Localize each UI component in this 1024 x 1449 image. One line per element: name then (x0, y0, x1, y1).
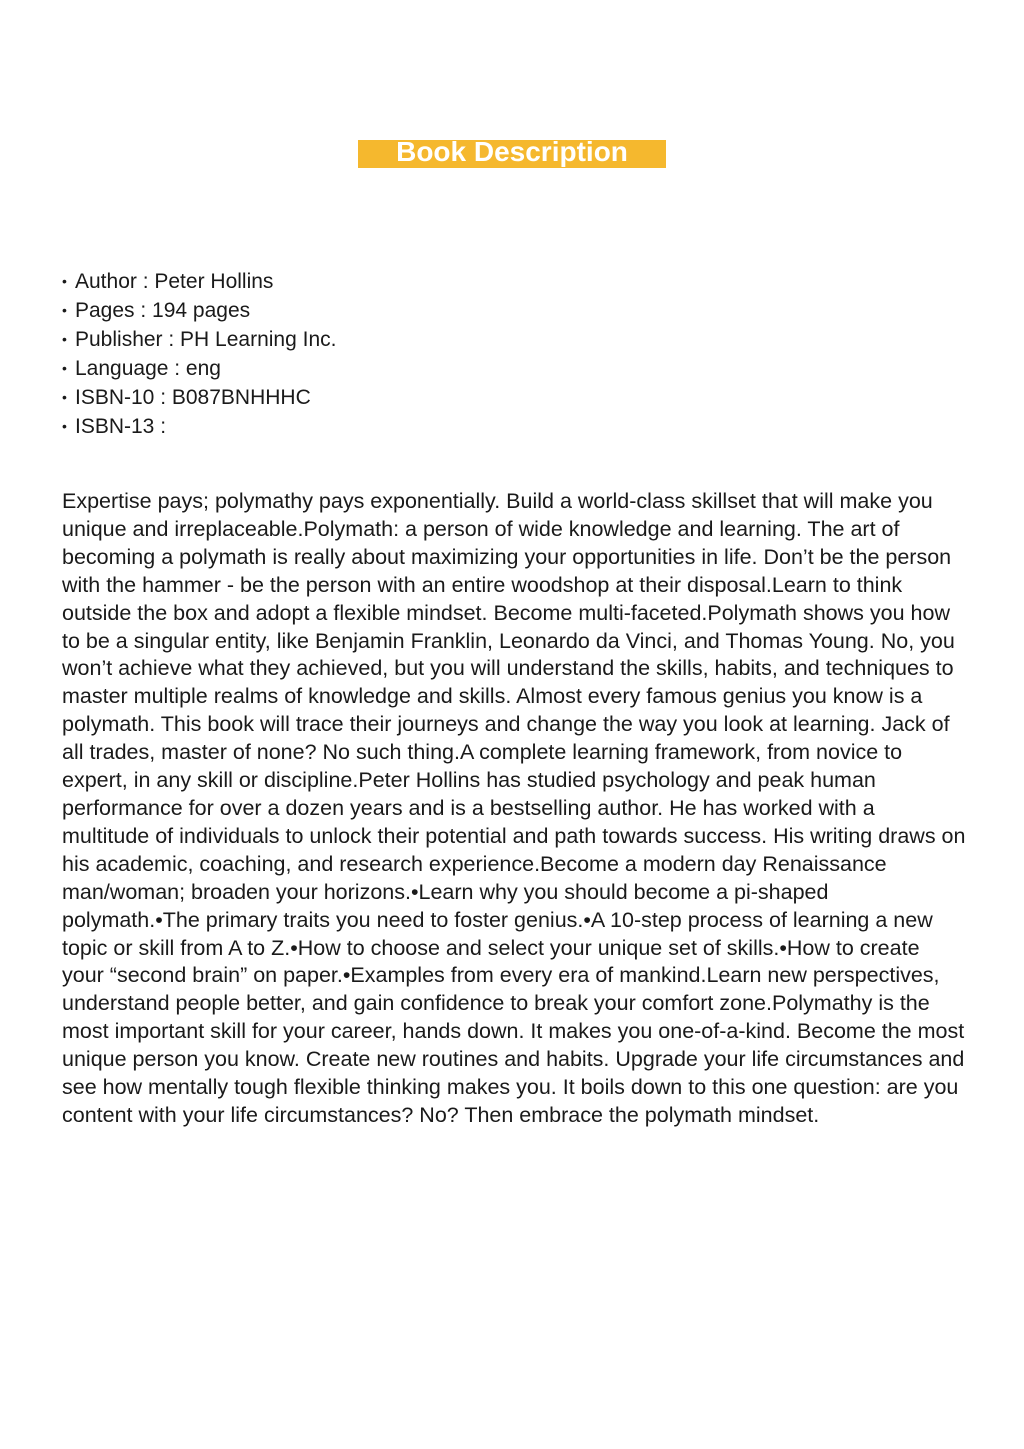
detail-author (62, 268, 336, 297)
detail-publisher (62, 326, 336, 355)
title-banner (358, 140, 666, 168)
detail-label: ISBN-13 : (75, 415, 167, 438)
detail-isbn10 (62, 384, 336, 413)
bullet-icon: • (62, 360, 67, 376)
detail-label: Author : Peter Hollins (75, 270, 274, 293)
bullet-icon: • (62, 273, 67, 289)
bullet-icon: • (62, 331, 67, 347)
bullet-icon: • (62, 418, 67, 434)
detail-isbn13 (62, 413, 336, 442)
detail-language (62, 355, 336, 384)
detail-label: Publisher : PH Learning Inc. (75, 328, 337, 351)
book-details-list (62, 268, 336, 442)
detail-label: Language : eng (75, 357, 221, 380)
detail-label: ISBN-10 : B087BNHHHC (75, 386, 311, 409)
detail-pages (62, 297, 336, 326)
detail-label: Pages : 194 pages (75, 299, 251, 322)
page-title: Book Description (396, 140, 628, 167)
bullet-icon: • (62, 302, 67, 318)
book-description-text: Expertise pays; polymathy pays exponentially. Build a world-class skillset that will make you unique and irreplaceable.Polymath: a person of wide knowledge and learning. The art of becoming a polymath is really about maximizing your opportunities in life. Don’t be the person with the hammer - be the person with an entire woodshop at their disposal.Learn to think outside the box and adopt a flexible mindset. Become multi-faceted.Polymath shows you how to be a singular entity, like Benjamin Franklin, Leonardo da Vinci, and Thomas Young. No, you won’t achieve what they achieved, but you will understand the skills, habits, and techniques to master multiple realms of knowledge and skills. Almost every famous genius you know is a polymath. This book will trace their journeys and change the way you look at learning. Jack of all trades, master of none? No such thing.A complete learning framework, from novice to expert, in any skill or discipline.Peter Hollins has studied psychology and peak human performance for over a dozen years and is a bestselling author. He has worked with a multitude of individuals to unlock their potential and path towards success. His writing draws on his academic, coaching, and research experience.Become a modern day Renaissance man/woman; broaden your horizons.•Learn why you should become a pi-shaped polymath.•The primary traits you need to foster genius.•A 10-step process of learning a new topic or skill from A to Z.•How to choose and select your unique set of skills.•How to create your “second brain” on paper.•Examples from every era of mankind.Learn new perspectives, understand people better, and gain confidence to break your comfort zone.Polymathy is the most important skill for your career, hands down. It makes you one-of-a-kind. Become the most unique person you know. Create new routines and habits. Upgrade your life circumstances and see how mentally tough flexible thinking makes you. It boils down to this one question: are you content with your life circumstances? No? Then embrace the polymath mindset. (62, 489, 966, 1127)
bullet-icon: • (62, 389, 67, 405)
